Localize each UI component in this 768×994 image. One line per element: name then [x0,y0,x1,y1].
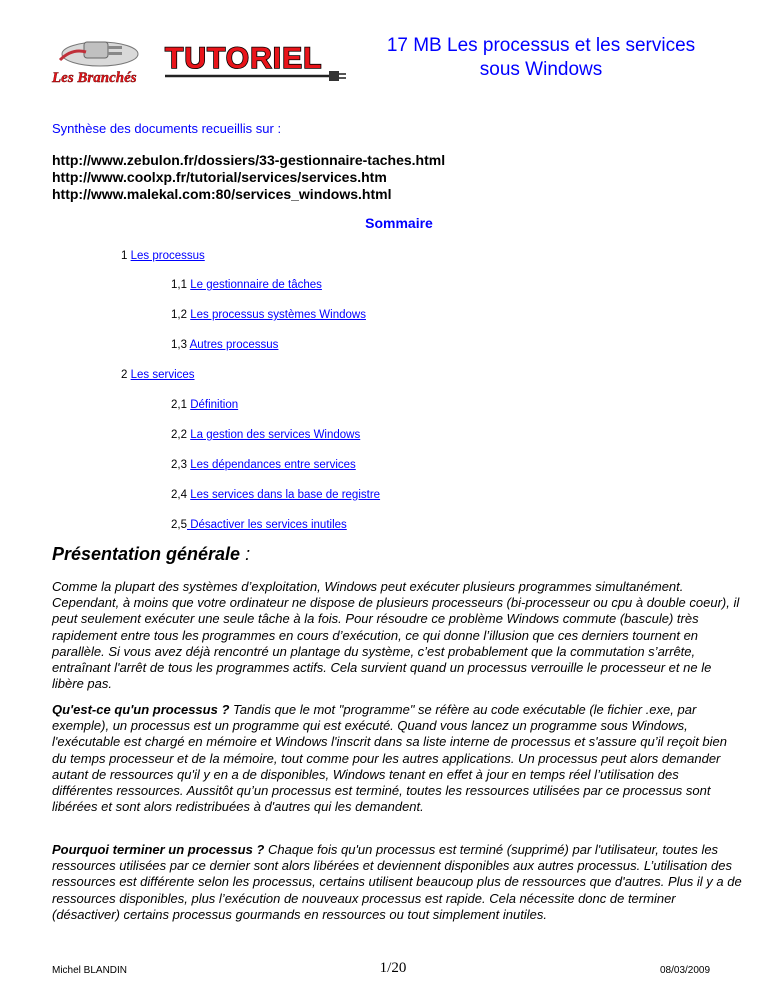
toc-link-definition[interactable]: Définition [190,399,239,411]
paragraph-body: Tandis que le mot "programme" se réfère au code exécutable (le fichier .exe, par exemple), un processus est un programme qui est exécuté. Quand vous lancez un programme sous Windows, l'exécutable est chargé en mémoire et Windows l'inscrit dans sa liste interne de processus et s'assure qu’il reçoit bien du temps processeur et de la mémoire, tout comme pour les autres applications. Un processus peut alors demander autant de ressources qu'il y en a de disponibles, Windows tenant en effet à jour en temps réel l’utilisation des différentes ressources. Aussitôt qu’un processus est terminé, toutes les ressources utilisées par ce processus sont libérées et sont alors redistribuées à d'autres qui les demandent. [52,702,727,815]
document-title-line-1: 17 MB Les processus et les services [386,35,696,56]
toc-item-desactiver [171,519,347,531]
toc-link-services[interactable]: Les services [130,369,195,381]
toc-item-processus [121,250,205,262]
toc-number: 1,2 [171,309,187,321]
logo-brand-text: Les Branchés [52,70,137,86]
toc-item-gestion-services [171,429,360,441]
source-url: http://www.zebulon.fr/dossiers/33-gestionnaire-taches.html [52,152,446,168]
toc-link-base-registre[interactable]: Les services dans la base de registre [190,489,381,501]
toc-item-definition [171,399,238,411]
source-url: http://www.malekal.com:80/services_windows.html [52,186,392,202]
section-title-suffix: : [240,544,251,564]
logo-tutoriel-text: TUTORIEL [165,42,323,75]
paragraph-lead: Pourquoi terminer un processus ? [52,842,265,857]
section-title-text: Présentation générale [52,544,241,564]
paragraph-intro: Comme la plupart des systèmes d’exploitation, Windows peut exécuter plusieurs programmes simultanément. Cependant, à moins que votre ordinateur ne dispose de plusieurs processeurs (bi-processeur ou cpu à double coeur), il peut seulement exécuter une seule tâche à la fois. Pour résoudre ce problème Windows commute (bascule) très rapidement entre tous les programmes en cours d’exécution, ce qui donne l’illusion que ces derniers tournent en parallèle. Si vous avez déjà rencontré un plantage du système, c’est probablement que la commutation s’arrête, entraînant l'arrêt de tous les programmes actifs. Cela survient quand un processus verrouille le processeur et ne le libère pas. [52,579,740,692]
toc-number: 1,3 [171,339,187,351]
paragraph-lead: Qu'est-ce qu'un processus ? [52,702,230,717]
toc-number: 2,5 [171,519,187,531]
intro-text: Synthèse des documents recueillis sur : [52,121,282,136]
toc-link-gestionnaire[interactable]: Le gestionnaire de tâches [190,279,322,291]
toc-item-processus-systemes [171,309,366,321]
footer-date: 08/03/2009 [660,965,711,976]
toc-item-dependances [171,459,356,471]
toc-number: 1,1 [171,279,187,291]
toc-number: 1 [121,250,128,262]
toc-number: 2,4 [171,489,187,501]
toc-item-base-registre [171,489,380,501]
toc-number: 2,2 [171,429,187,441]
toc-heading: Sommaire [365,215,433,231]
les-branches-logo [50,38,155,90]
document-title [355,34,727,82]
paragraph-processus [52,702,742,815]
paragraph-body: Chaque fois qu'un processus est terminé (supprimé) par l'utilisateur, toutes les ressources utilisées par ce dernier sont alors libérées et deviennent disponibles aux autres processus. L’utilisation des ressources est différente selon les processus, certains utilisent beaucoup plus de ressources que d'autres. Plus il y a de ressources disponibles, plus l’exécution de nouveaux processus est rapide. Cela nécessite donc de terminer (désactiver) certains processus gourmands en ressources ou tout simplement inutiles. [52,842,742,922]
toc-item-services [121,369,195,381]
toc-item-gestionnaire [171,279,322,291]
toc-link-gestion-services[interactable]: La gestion des services Windows [190,429,361,441]
toc-link-processus[interactable]: Les processus [130,250,205,262]
toc-number: 2,3 [171,459,187,471]
paragraph-terminer [52,842,742,923]
toc-number: 2,1 [171,399,187,411]
toc-number: 2 [121,369,128,381]
document-title-line-2: sous Windows [479,59,603,80]
toc-item-autres-processus [171,339,278,351]
section-title [52,544,250,565]
footer-page-number: 1/20 [379,960,407,976]
toc-link-autres-processus[interactable]: Autres processus [189,339,279,351]
tutoriel-logo [163,38,353,86]
toc-link-processus-systemes[interactable]: Les processus systèmes Windows [190,309,366,321]
footer-author: Michel BLANDIN [52,965,128,976]
toc-link-desactiver[interactable]: Désactiver les services inutiles [187,519,347,531]
source-url-list [52,152,445,203]
toc-link-dependances[interactable]: Les dépendances entre services [190,459,356,471]
source-url: http://www.coolxp.fr/tutorial/services/services.htm [52,169,387,185]
